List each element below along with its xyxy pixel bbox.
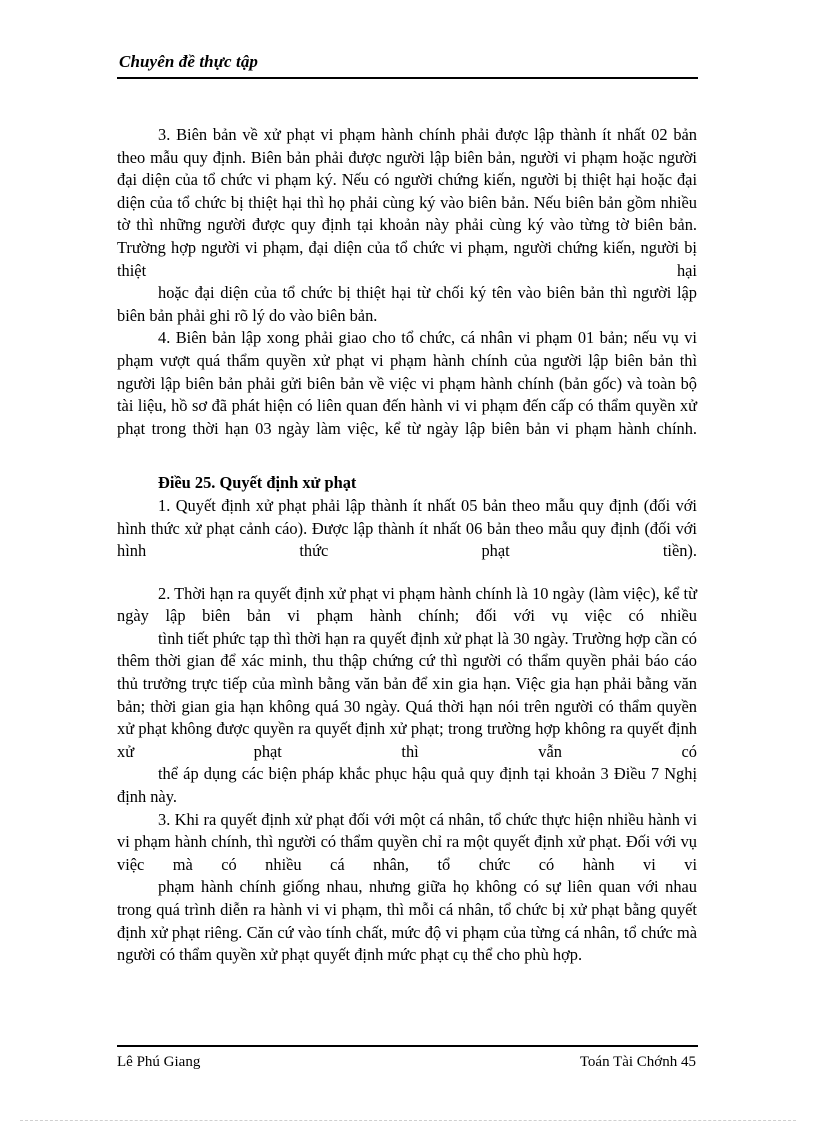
paragraph-decision-3-continued: phạm hành chính giống nhau, nhưng giữa họ không có sự liên quan với nhau trong quá trình diễn ra hành vi vi phạm, thì mỗi cá nhân, tổ chức bị xử phạt bằng quyết định xử phạt riêng. Căn cứ vào tính chất, mức độ vi phạm của từng cá nhân, tổ chức mà người có thẩm quyền xử phạt quyết định mức phạt cụ thể cho phù hợp. (117, 877, 697, 965)
spacer (117, 563, 697, 583)
paragraph-clause-4: 4. Biên bản lập xong phải giao cho tổ chức, cá nhân vi phạm 01 bản; nếu vụ vi phạm vượt quá thẩm quyền xử phạt vi phạm hành chính của người lập biên bản thì người lập biên bản phải gửi biên bản về việc vi phạm hành chính (bản gốc) và toàn bộ tài liệu, hồ sơ đã phát hiện có liên quan đến hành vi vi phạm đến cấp có thẩm quyền xử phạt trong thời hạn 03 ngày làm việc, kể từ ngày lập biên bản vi phạm hành chính. (117, 328, 697, 438)
article-25-heading: Điều 25. Quyết định xử phạt (158, 473, 357, 493)
paragraph-decision-2-continued: tình tiết phức tạp thì thời hạn ra quyết định xử phạt là 30 ngày. Trường hợp cần có thêm thời gian để xác minh, thu thập chứng cứ thì người có thẩm quyền phải báo cáo thủ trưởng trực tiếp của mình bằng văn bản để xin gia hạn. Việc gia hạn phải bằng văn bản; thời gian gia hạn không quá 30 ngày. Quá thời hạn nói trên người có thẩm quyền xử phạt không được quyền ra quyết định xử phạt; trong trường hợp không ra quyết định xử phạt thì vẫn có (117, 628, 697, 761)
header-divider (117, 77, 698, 79)
paragraph-clause-3: 3. Biên bản về xử phạt vi phạm hành chính phải được lập thành ít nhất 02 bản theo mẫu quy định. Biên bản phải được người lập biên bản, người vi phạm hoặc người đại diện của tổ chức vi phạm ký. Nếu có người chứng kiến, người bị thiệt hại hoặc đại diện của tổ chức bị thiệt hại thì họ phải cùng ký vào biên bản. Nếu biên bản gồm nhiều tờ thì những người được quy định tại khoản này phải cùng ký vào từng tờ biên bản. Trường hợp người vi phạm, đại diện của tổ chức vi phạm, người chứng kiến, người bị thiệt hại (117, 125, 697, 280)
paragraph-clause-3-continued: hoặc đại diện của tổ chức bị thiệt hại từ chối ký tên vào biên bản thì người lập biên bản phải ghi rõ lý do vào biên bản. (117, 283, 697, 325)
footer-divider (117, 1045, 698, 1047)
paragraph-decision-3: 3. Khi ra quyết định xử phạt đối với một cá nhân, tổ chức thực hiện nhiều hành vi vi phạm hành chính, thì người có thẩm quyền chỉ ra một quyết định xử phạt. Đối với vụ việc mà có nhiều cá nhân, tổ chức có hành vi vi (117, 809, 697, 874)
header-title: Chuyên đề thực tập (119, 52, 259, 71)
footer-class-label: Toán Tài Chớnh 45 (579, 1054, 696, 1070)
paragraph-decision-1: 1. Quyết định xử phạt phải lập thành ít nhất 05 bản theo mẫu quy định (đối với hình thức xử phạt cảnh cáo). Được lập thành ít nhất 06 bản theo mẫu quy định (đối với hình thức phạt tiền). (117, 495, 697, 561)
footer-author: Lê Phú Giang (117, 1054, 201, 1070)
page-bottom-edge (20, 1120, 796, 1121)
paragraph-decision-2-continued-2: thể áp dụng các biện pháp khắc phục hậu quả quy định tại khoản 3 Điều 7 Nghị định này. (117, 764, 697, 807)
spacer (117, 440, 697, 460)
paragraph-decision-2: 2. Thời hạn ra quyết định xử phạt vi phạm hành chính là 10 ngày (làm việc), kể từ ngày lập biên bản vi phạm hành chính; đối với vụ việc có nhiều (117, 583, 697, 626)
document-body (117, 124, 697, 967)
